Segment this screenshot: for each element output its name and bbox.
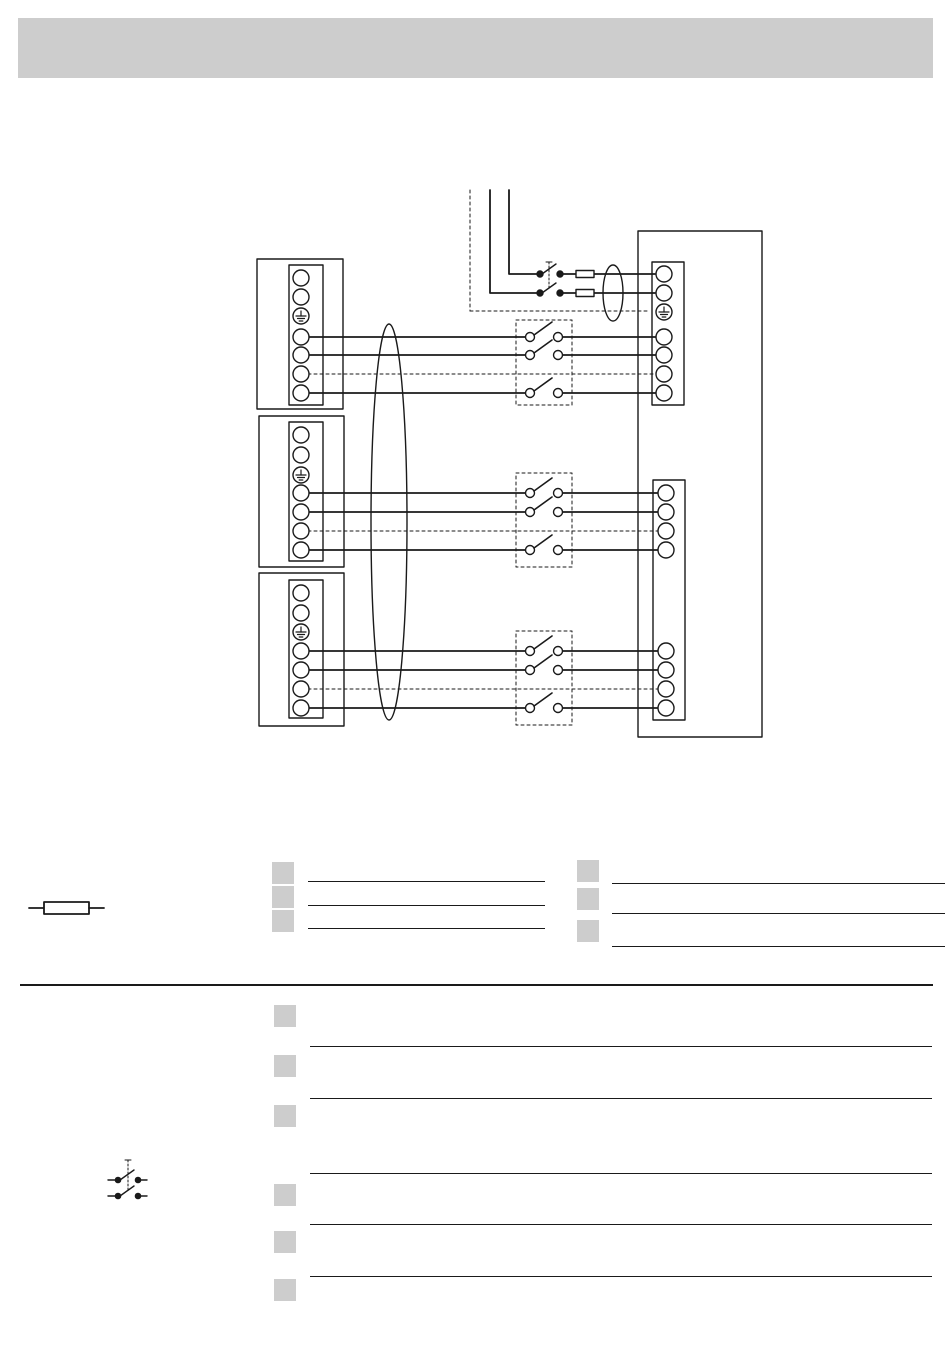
note-marker bbox=[274, 1105, 296, 1127]
legend-marker bbox=[577, 860, 599, 882]
switch-group bbox=[516, 320, 572, 725]
fuse-legend-icon bbox=[29, 902, 104, 914]
note-rule bbox=[310, 1046, 932, 1047]
terminal-icon bbox=[293, 270, 309, 716]
legend-rule bbox=[612, 946, 945, 947]
earth-icon bbox=[296, 307, 669, 637]
legend-rule bbox=[308, 928, 545, 929]
terminal-icon bbox=[656, 266, 674, 716]
switch-legend-icon bbox=[108, 1160, 147, 1199]
legend-marker bbox=[272, 910, 294, 932]
note-rule bbox=[310, 1173, 932, 1174]
note-marker bbox=[274, 1231, 296, 1253]
note-marker bbox=[274, 1005, 296, 1027]
legend-marker bbox=[272, 862, 294, 884]
note-marker bbox=[274, 1055, 296, 1077]
note-marker bbox=[274, 1184, 296, 1206]
legend-rule bbox=[308, 905, 545, 906]
main-switch-icon bbox=[537, 262, 563, 296]
legend-rule bbox=[612, 883, 945, 884]
legend-marker bbox=[577, 888, 599, 910]
legend-marker bbox=[272, 886, 294, 908]
fuse-icon bbox=[576, 271, 594, 278]
note-marker bbox=[274, 1279, 296, 1301]
legend-marker bbox=[577, 920, 599, 942]
relay-contact-icon bbox=[526, 333, 563, 713]
control-unit bbox=[638, 231, 762, 737]
note-rule bbox=[310, 1224, 932, 1225]
legend-rule bbox=[612, 913, 945, 914]
section-divider bbox=[20, 984, 933, 986]
note-rule bbox=[310, 1276, 932, 1277]
legend-rule bbox=[308, 881, 545, 882]
fuse-icon bbox=[576, 290, 594, 297]
supply-wires bbox=[490, 190, 655, 293]
note-rule bbox=[310, 1098, 932, 1099]
cable-bundle-marker bbox=[371, 324, 407, 720]
